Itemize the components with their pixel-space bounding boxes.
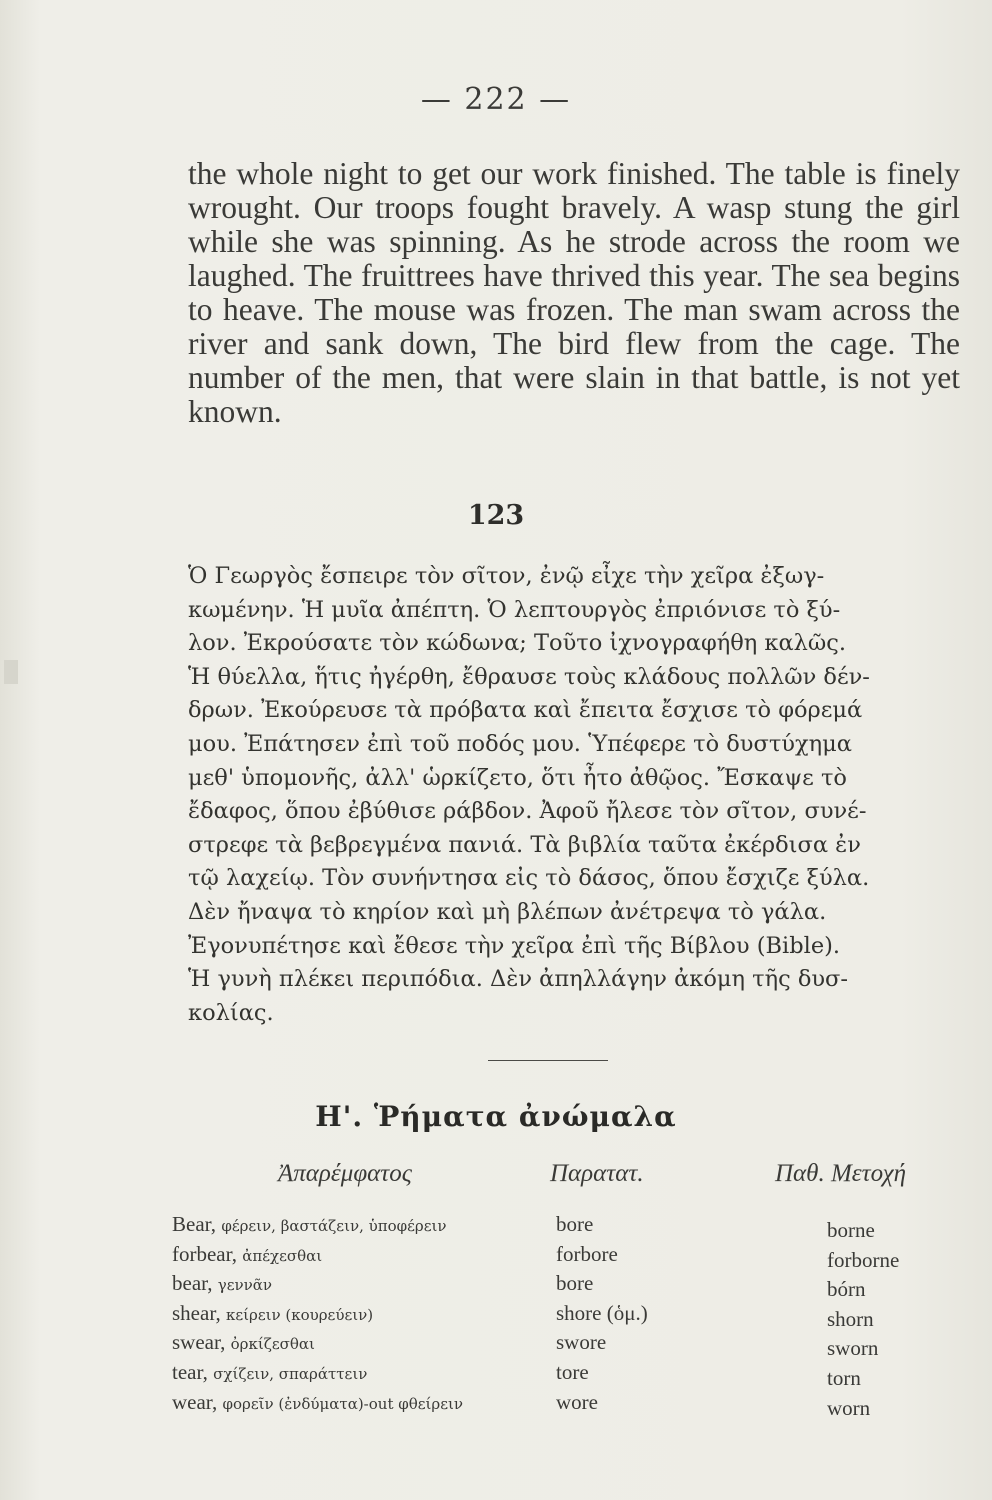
english-line: the whole night to get our work finished. The table — [188, 156, 846, 191]
verb-english: swear, — [172, 1330, 226, 1355]
verb-past: tore — [556, 1359, 589, 1384]
verb-participle: torn — [827, 1365, 861, 1390]
verb-row — [172, 1212, 912, 1242]
english-line: mouse was frozen. The man swam across the river — [188, 292, 961, 361]
verb-past: bore — [556, 1271, 594, 1296]
verb-english: tear, — [172, 1359, 208, 1384]
english-line: is not yet known. — [188, 360, 961, 429]
verb-past: swore — [556, 1330, 607, 1355]
english-line: have thrived this year. The sea begins to heave. The — [188, 258, 960, 327]
page-edge-mark — [4, 660, 18, 684]
header-past: Παρατατ. — [550, 1160, 644, 1187]
verb-row — [172, 1390, 912, 1420]
verb-participle: forborne — [827, 1247, 900, 1272]
header-infinitive: Ἀπαρέμφατος — [278, 1160, 412, 1187]
greek-exercise-paragraph — [188, 560, 960, 1030]
greek-line: κωμένην. Ἡ μυῖα ἀπέπτη. Ὁ λεπτουργὸς ἐπριόνισε τὸ ξύ- — [188, 596, 841, 623]
verb-english: shear, — [172, 1300, 221, 1325]
verb-row — [172, 1242, 912, 1272]
greek-line: Δὲν ἤναψα τὸ κηρίον καὶ μὴ βλέπων ἀνέτρεψα τὸ γάλα. — [188, 898, 827, 925]
english-exercise-paragraph — [188, 157, 960, 429]
verb-english: forbear, — [172, 1241, 238, 1266]
greek-line: ἔδαφος, ὅπου ἐβύθισε ράβδον. Ἀφοῦ ἤλεσε τὸν σῖτον, συνέ- — [188, 798, 867, 825]
header-participle: Παθ. Μετοχή — [775, 1160, 906, 1187]
verb-row — [172, 1360, 912, 1390]
page-number: — 222 — — [420, 82, 572, 117]
greek-line: Ὁ Γεωργὸς ἔσπειρε τὸν σῖτον, ἐνῷ εἶχε τὴν χεῖρα ἐξωγ- — [188, 563, 825, 589]
verb-greek: σχίζειν, σπαράττειν — [213, 1364, 368, 1383]
irregular-verbs-table — [172, 1212, 912, 1419]
greek-line: μεθ' ὑπομονῆς, ἀλλ' ὡρκίζετο, ὅτι ἦτο ἀθῷος. Ἔσκαψε τὸ — [188, 764, 847, 791]
verb-greek: γεννᾶν — [217, 1276, 273, 1295]
verb-greek: ὀρκίζεσθαι — [230, 1335, 315, 1354]
english-line: wasp stung the girl while she was spinning. As he — [188, 190, 961, 259]
verb-english: Bear, — [172, 1212, 217, 1236]
greek-line: λον. Ἐκρούσατε τὸν κώδωνα; Τοῦτο ἰχνογραφήθη καλῶς. — [188, 630, 846, 657]
english-line: and sank down, The bird flew from the cage. The — [263, 326, 960, 361]
english-line: number of the men, that were slain in that battle, — [188, 360, 828, 395]
verb-past: wore — [556, 1389, 598, 1414]
verb-english: wear, — [172, 1389, 218, 1414]
verb-participle: borne — [827, 1218, 875, 1242]
greek-line: μου. Ἐπάτησεν ἐπὶ τοῦ ποδός μου. Ὑπέφερε τὸ δυστύχημα — [188, 730, 852, 757]
english-line: is finely wrought. Our troops fought bravely. A — [188, 156, 960, 225]
verb-greek: φορεῖν (ἐνδύματα)-out φθείρειν — [222, 1394, 464, 1413]
verb-row — [172, 1271, 912, 1301]
verb-participle: worn — [827, 1395, 871, 1420]
greek-line: στρεφε τὰ βεβρεγμένα πανιά. Τὰ βιβλία ταῦτα ἐκέρδισα ἐν — [188, 831, 861, 858]
verb-participle: shorn — [827, 1306, 874, 1331]
section-title: Η'. Ῥήματα ἀνώμαλα — [315, 1100, 677, 1133]
verb-row — [172, 1301, 912, 1331]
verb-greek: φέρειν, βαστάζειν, ὑποφέρειν — [221, 1217, 447, 1235]
greek-line: τῷ λαχείῳ. Τὸν συνήντησα εἰς τὸ δάσος, ὅπου ἔσχιζε ξύλα. — [188, 865, 870, 892]
greek-line: δρων. Ἐκούρευσε τὰ πρόβατα καὶ ἔπειτα ἔσχισε τὸ φόρεμά — [188, 697, 863, 724]
verb-past: shore (ὁμ.) — [556, 1300, 648, 1325]
verb-participle: bórn — [827, 1277, 866, 1302]
exercise-number: 123 — [467, 500, 525, 531]
verb-participle: sworn — [827, 1336, 879, 1361]
verb-row — [172, 1330, 912, 1360]
greek-line: Ἐγονυπέτησε καὶ ἔθεσε τὴν χεῖρα ἐπὶ τῆς Βίβλου (Bible). — [188, 932, 841, 959]
verb-past: bore — [556, 1212, 594, 1236]
verb-greek: κείρειν (κουρεύειν) — [225, 1305, 374, 1324]
greek-line: κολίας. — [188, 999, 274, 1026]
section-divider — [488, 1060, 608, 1061]
greek-line: Ἡ γυνὴ πλέκει περιπόδια. Δὲν ἀπηλλάγην ἀκόμη τῆς δυσ- — [188, 966, 849, 993]
verb-past: forbore — [556, 1241, 618, 1266]
english-line: strode across the room we laughed. The fruittrees — [188, 224, 961, 293]
verb-greek: ἀπέχεσθαι — [242, 1246, 323, 1265]
verb-english: bear, — [172, 1271, 213, 1296]
greek-line: Ἡ θύελλα, ἥτις ἠγέρθη, ἔθραυσε τοὺς κλάδους πολλῶν δέν- — [188, 663, 870, 690]
